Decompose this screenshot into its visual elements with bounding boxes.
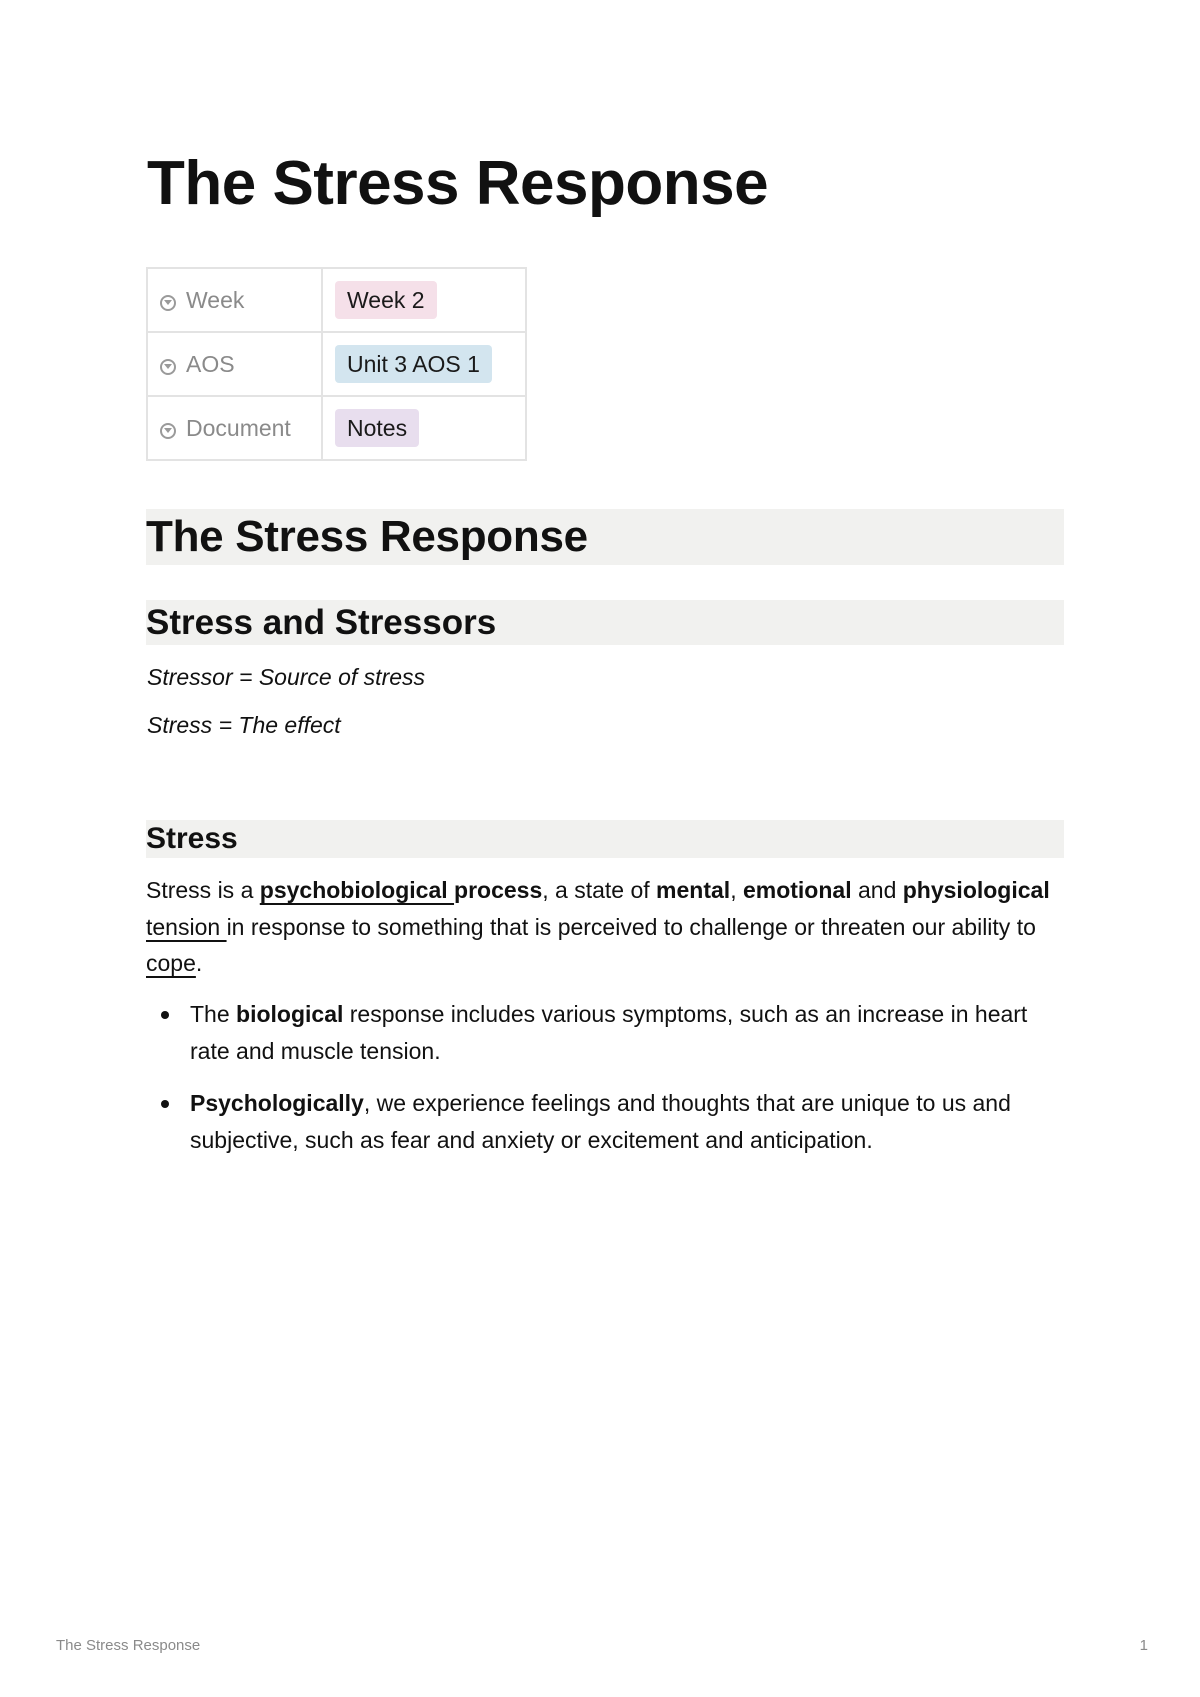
property-value-document[interactable]: [322, 396, 526, 460]
text-run: response includes various symptoms, such as an increase in heart rate and muscle tension.: [190, 1001, 1028, 1064]
property-key-aos[interactable]: [147, 332, 322, 396]
property-value-week[interactable]: [322, 268, 526, 332]
bold-term: Psychologically: [190, 1090, 364, 1116]
bold-term: process: [454, 877, 543, 903]
property-key-label: Week: [186, 286, 245, 313]
bold-term: emotional: [742, 877, 852, 903]
tag-document[interactable]: Notes: [335, 409, 419, 447]
bold-term: biological: [236, 1001, 344, 1027]
text-run: in response to something that is perceived to challenge or threaten our ability to: [226, 913, 1036, 940]
underlined-term: tension: [146, 913, 227, 940]
underlined-term: cope: [146, 950, 196, 976]
text-run: , a state of: [542, 877, 657, 903]
footer-title: The Stress Response: [56, 1637, 201, 1654]
properties-table: [146, 267, 527, 461]
text-run: Stress is a: [146, 877, 260, 903]
heading-stress-and-stressors: Stress and Stressors: [146, 600, 1064, 645]
text-run: , we experience feelings and thoughts that are unique to us and subjective, such as fear and anxiety or excitement and anticipation.: [190, 1090, 1011, 1153]
stress-definition: Stress = The effect: [147, 712, 341, 738]
text-run: and: [851, 877, 903, 903]
list-item: [190, 996, 1066, 1069]
dropdown-circle-icon: [160, 295, 176, 311]
property-key-label: Document: [186, 414, 291, 441]
page-number: 1: [1139, 1637, 1148, 1654]
property-row-week: [147, 268, 526, 332]
stressor-definition: Stressor = Source of stress: [147, 664, 426, 690]
text-run: .: [195, 950, 203, 976]
tag-week[interactable]: Week 2: [335, 281, 437, 319]
property-key-week[interactable]: [147, 268, 322, 332]
property-row-aos: [147, 332, 526, 396]
heading-stress: Stress: [146, 820, 1064, 858]
property-row-document: [147, 396, 526, 460]
bold-term: mental: [656, 877, 731, 903]
bold-underlined-term: psychobiological: [259, 877, 455, 903]
tag-aos[interactable]: Unit 3 AOS 1: [335, 345, 492, 383]
page-title: The Stress Response: [147, 149, 769, 218]
dropdown-circle-icon: [160, 423, 176, 439]
dropdown-circle-icon: [160, 359, 176, 375]
text-run: The: [190, 1001, 237, 1027]
heading-1: The Stress Response: [146, 509, 1064, 565]
bullet-icon: [161, 1011, 169, 1019]
property-key-document[interactable]: [147, 396, 322, 460]
list-item: [190, 1085, 1066, 1158]
property-value-aos[interactable]: [322, 332, 526, 396]
bullet-list: [146, 996, 1066, 1174]
property-key-label: AOS: [186, 350, 235, 377]
text-run: ,: [730, 877, 743, 903]
bullet-icon: [161, 1100, 169, 1108]
bold-term: physiological: [902, 877, 1050, 903]
stress-paragraph: [146, 872, 1061, 982]
